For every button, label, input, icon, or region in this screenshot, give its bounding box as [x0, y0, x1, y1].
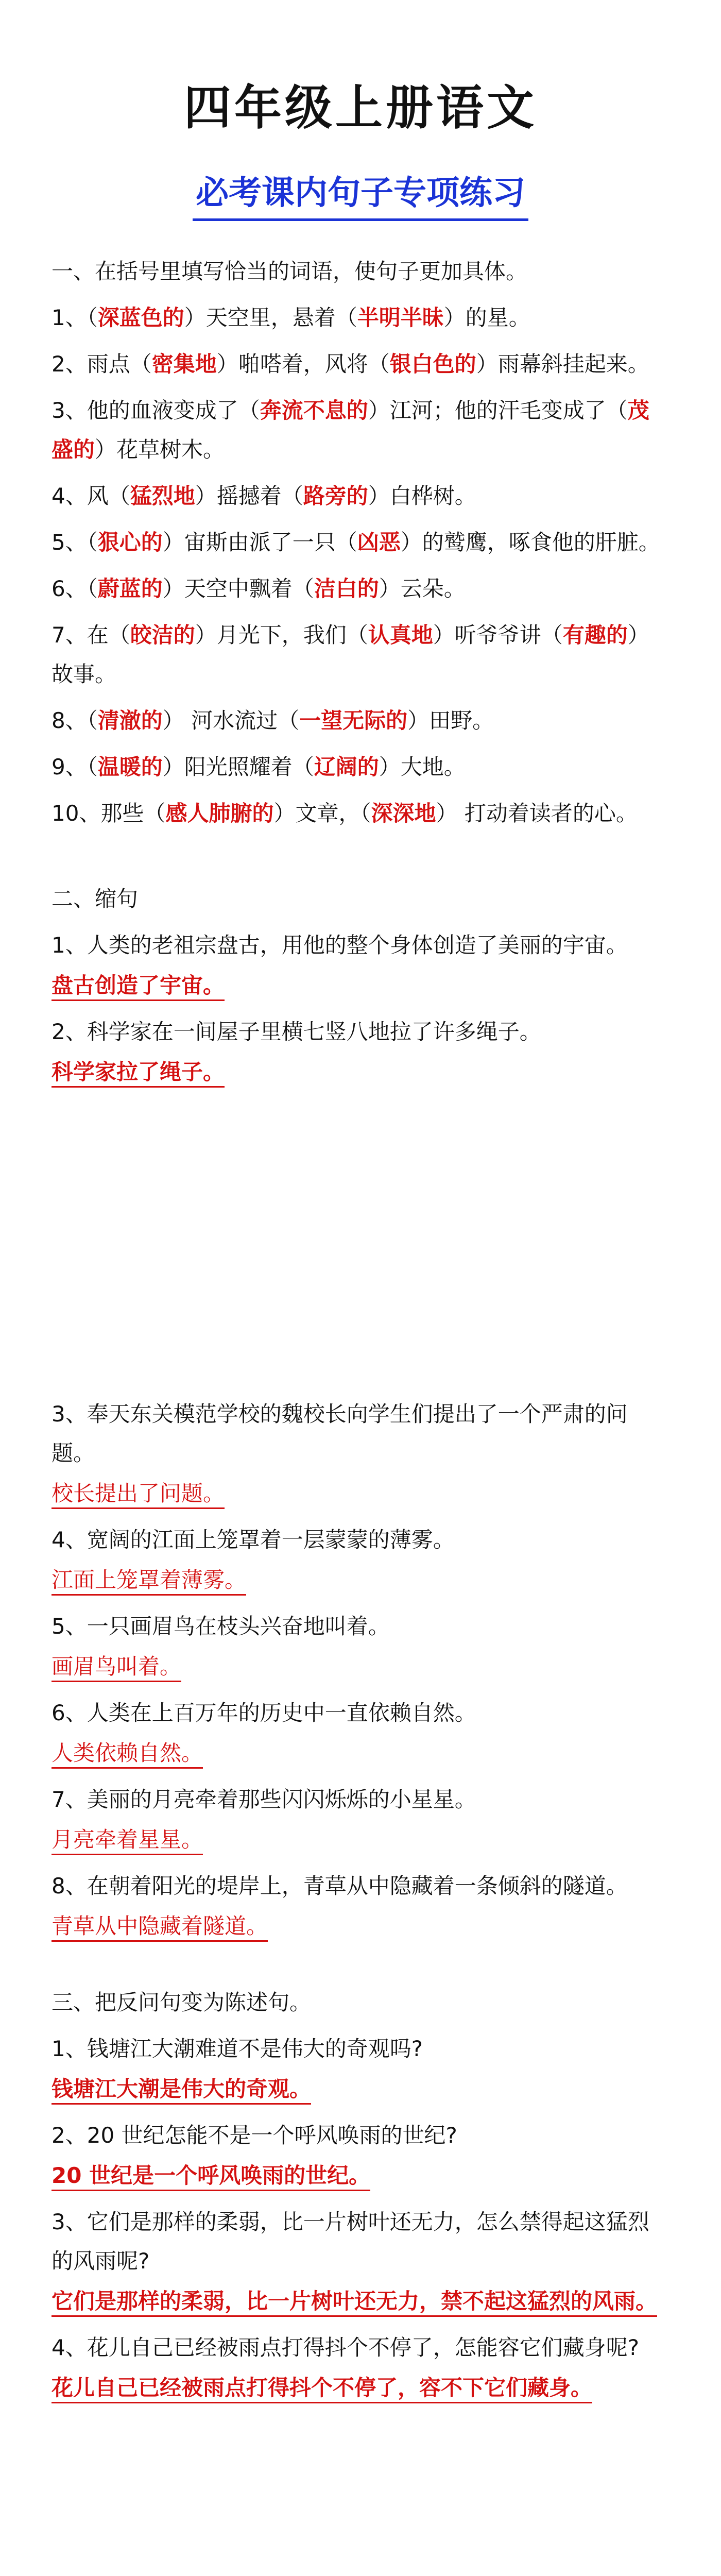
question: 7、美丽的月亮牵着那些闪闪烁烁的小星星。	[52, 1787, 476, 1812]
filled-word: 深蓝色的	[97, 305, 184, 330]
answer: 20 世纪是一个呼风唤雨的世纪。	[52, 2160, 670, 2191]
section-heading: 三、把反问句变为陈述句。	[52, 1990, 312, 2015]
filled-word: 深深地	[371, 801, 436, 826]
question: 1、钱塘江大潮难道不是伟大的奇观吗?	[52, 2036, 423, 2061]
fill-in-item	[52, 477, 670, 516]
sentence-text: ）月光下，我们（	[195, 622, 368, 648]
sentence-text: ）云朵。	[379, 576, 466, 601]
answer: 画眉鸟叫着。	[52, 1651, 670, 1682]
question: 4、花儿自己已经被雨点打得抖个不停了，怎能容它们藏身呢?	[52, 2335, 640, 2360]
answer: 青草从中隐藏着隧道。	[52, 1911, 670, 1942]
sentence-text: （	[87, 708, 98, 733]
filled-word: 密集地	[151, 351, 217, 377]
filled-word: 清澈的	[97, 708, 163, 733]
sentence-text: ）白桦树。	[368, 483, 476, 509]
fill-in-item	[52, 345, 670, 384]
filled-word: 一望无际的	[299, 708, 408, 733]
filled-word: 茂盛的	[52, 398, 649, 462]
fill-in-item	[52, 298, 670, 337]
page-subtitle: 必考课内句子专项练习	[193, 170, 528, 221]
sentence-text: ）摇撼着（	[195, 483, 303, 509]
filled-word: 凶恶	[357, 530, 401, 555]
answer: 它们是那样的柔弱，比一片树叶还无力，禁不起这猛烈的风雨。	[52, 2286, 670, 2317]
sentence-text: ）故事。	[52, 622, 649, 687]
question: 1、人类的老祖宗盘古，用他的整个身体创造了美丽的宇宙。	[52, 933, 628, 958]
section-shorten-sentence	[52, 879, 670, 1942]
answer: 月亮牵着星星。	[52, 1824, 670, 1855]
sentence-text: ）雨幕斜挂起来。	[476, 351, 649, 377]
item-number: 9、	[52, 754, 87, 779]
question: 3、它们是那样的柔弱，比一片树叶还无力，怎么禁得起这猛烈的风雨呢?	[52, 2209, 649, 2274]
sentence-text: （	[87, 576, 98, 601]
sentence-text: ）宙斯由派了一只（	[162, 530, 357, 555]
filled-word: 奔流不息的	[260, 398, 368, 423]
answer: 人类依赖自然。	[52, 1738, 670, 1769]
answer: 花儿自己已经被雨点打得抖个不停了，容不下它们藏身。	[52, 2372, 670, 2403]
question: 8、在朝着阳光的堤岸上，青草从中隐藏着一条倾斜的隧道。	[52, 1873, 628, 1899]
fill-in-list	[52, 298, 670, 833]
sentence-text: ）田野。	[407, 708, 494, 733]
page-title: 四年级上册语文	[183, 80, 537, 135]
question: 5、一只画眉鸟在枝头兴奋地叫着。	[52, 1614, 390, 1639]
sentence-text: ）花草树木。	[95, 437, 225, 462]
filled-word: 蔚蓝的	[97, 576, 163, 601]
sentence-text: ）阳光照耀着（	[162, 754, 314, 779]
section-fill-in	[52, 252, 670, 833]
section-heading: 二、缩句	[52, 886, 139, 911]
filled-word: 银白色的	[389, 351, 476, 377]
sentence-text: ）大地。	[379, 754, 466, 779]
item-number: 5、	[52, 530, 87, 555]
sentence-text: （	[87, 305, 98, 330]
sentence-text: ）天空里，悬着（	[184, 305, 357, 330]
filled-word: 狠心的	[97, 530, 163, 555]
fill-in-item	[52, 569, 670, 608]
section-rhetorical-to-statement	[52, 1983, 670, 2576]
filled-word: 辽阔的	[314, 754, 379, 779]
item-number: 3、	[52, 398, 87, 423]
answer: 江面上笼罩着薄雾。	[52, 1565, 670, 1596]
filled-word: 认真地	[368, 622, 433, 648]
item-number: 2、	[52, 351, 87, 377]
sentence-text: ）的鹫鹰，啄食他的肝脏。	[400, 530, 660, 555]
answer: 盘古创造了宇宙。	[52, 970, 670, 1001]
filled-word: 猛烈地	[130, 483, 195, 509]
filled-word: 路旁的	[303, 483, 368, 509]
filled-word: 感人肺腑的	[165, 801, 274, 826]
filled-word: 半明半昧	[357, 305, 444, 330]
sentence-text: ） 打动着读者的心。	[436, 801, 638, 826]
fill-in-item	[52, 616, 670, 694]
fill-in-item	[52, 701, 670, 740]
fill-in-item	[52, 523, 670, 562]
item-number: 1、	[52, 305, 87, 330]
filled-word: 皎洁的	[130, 622, 195, 648]
answer: 校长提出了问题。	[52, 1478, 670, 1509]
sentence-text: ）啪嗒着，风将（	[216, 351, 390, 377]
fill-in-item	[52, 794, 670, 833]
sentence-text: （	[87, 754, 98, 779]
sentence-text: ）听爷爷讲（	[433, 622, 563, 648]
question: 2、20 世纪怎能不是一个呼风唤雨的世纪?	[52, 2123, 457, 2148]
filled-word: 温暖的	[97, 754, 163, 779]
sentence-text: ）天空中飘着（	[162, 576, 314, 601]
item-number: 10、	[52, 801, 101, 826]
question: 2、科学家在一间屋子里横七竖八地拉了许多绳子。	[52, 1019, 541, 1044]
question: 4、宽阔的江面上笼罩着一层蒙蒙的薄雾。	[52, 1527, 455, 1552]
sentence-text: 雨点（	[87, 351, 152, 377]
item-number: 6、	[52, 576, 87, 601]
sentence-text: 他的血液变成了（	[87, 398, 260, 423]
item-number: 4、	[52, 483, 87, 509]
item-number: 8、	[52, 708, 87, 733]
sentence-text: ）江河；他的汗毛变成了（	[368, 398, 628, 423]
sentence-text: （	[87, 530, 98, 555]
filled-word: 有趣的	[562, 622, 628, 648]
sentence-text: ）文章，（	[273, 801, 371, 826]
sentence-text: ） 河水流过（	[162, 708, 300, 733]
sentence-text: ）的星。	[443, 305, 530, 330]
item-number: 7、	[52, 622, 87, 648]
sentence-text: 那些（	[100, 801, 166, 826]
sentence-text: 在（	[87, 622, 130, 648]
answer: 科学家拉了绳子。	[52, 1057, 670, 1088]
fill-in-item	[52, 391, 670, 469]
answer: 钱塘江大潮是伟大的奇观。	[52, 2074, 670, 2105]
section-heading: 一、在括号里填写恰当的词语，使句子更加具体。	[52, 259, 528, 284]
filled-word: 洁白的	[314, 576, 379, 601]
fill-in-item	[52, 748, 670, 787]
sentence-text: 风（	[87, 483, 130, 509]
question: 3、奉天东关模范学校的魏校长向学生们提出了一个严肃的问题。	[52, 1401, 628, 1466]
question: 6、人类在上百万年的历史中一直依赖自然。	[52, 1700, 476, 1725]
